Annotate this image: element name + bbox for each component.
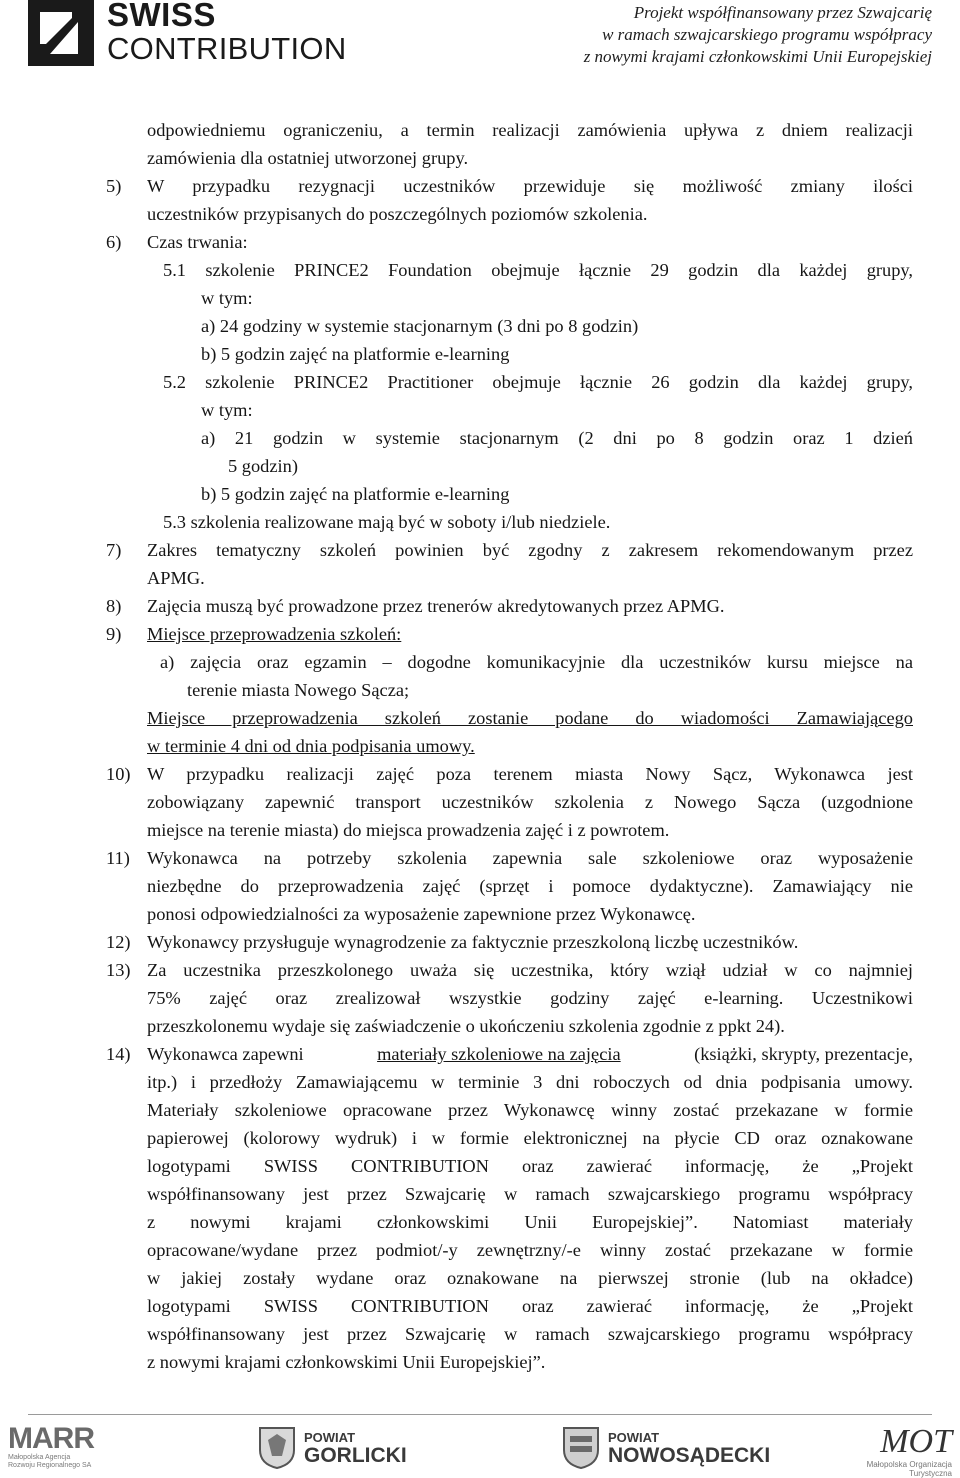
powiat-label: POWIAT	[304, 1429, 356, 1445]
text-line: Wykonawca na potrzeby szkolenia zapewnia sale szkoleniowe oraz wyposażenie	[147, 848, 913, 868]
text-line: 5 godzin)	[228, 456, 298, 476]
text-line: ponosi odpowiedzialności za wyposażenie zapewnione przez Wykonawcę.	[147, 904, 696, 924]
text-line: b) 5 godzin zajęć na platformie e-learning	[201, 344, 510, 364]
text-line: Czas trwania:	[147, 232, 248, 252]
list-number: 14)	[106, 1044, 131, 1064]
text-line: w jakiej zostały wydane oraz oznakowane na pierwszej stronie (lub na okładce)	[147, 1268, 913, 1288]
marr-logo-caption: Rozwoju Regionalnego SA	[8, 1462, 92, 1469]
text-line	[147, 1042, 913, 1066]
text-line: logotypami SWISS CONTRIBUTION oraz zawierać informację, że „Projekt	[147, 1156, 913, 1176]
marr-logo-caption: Małopolska Agencja	[8, 1454, 71, 1461]
text-line: z nowymi krajami członkowskimi Unii Europejskiej”.	[147, 1352, 546, 1372]
text-fragment: Wykonawca zapewni	[147, 1044, 304, 1064]
text-line: 75% zajęć oraz zrealizował wszystkie godziny zajęć e-learning. Uczestnikowi	[147, 988, 913, 1008]
text-line: Zajęcia muszą być prowadzone przez trenerów akredytowanych przez APMG.	[147, 596, 725, 616]
text-fragment-underlined: materiały szkoleniowe na zajęcia	[377, 1044, 621, 1064]
text-line: 5.2 szkolenie PRINCE2 Practitioner obejmuje łącznie 26 godzin dla każdej grupy,	[163, 372, 913, 392]
text-line: a) 21 godzin w systemie stacjonarnym (2 dni po 8 godzin oraz 1 dzień	[201, 428, 913, 448]
text-line: Materiały szkoleniowe opracowane przez Wykonawcę winny zostać przekazane w formie	[147, 1100, 913, 1120]
swiss-logo-mark-icon	[28, 0, 94, 66]
mot-logo-text: MOT	[880, 1423, 952, 1460]
list-number: 6)	[106, 232, 122, 252]
funding-statement	[472, 2, 932, 68]
text-line: Za uczestnika przeszkolonego uważa się uczestnika, który wziął udział w co najmniej	[147, 960, 913, 980]
text-line: odpowiedniemu ograniczeniu, a termin realizacji zamówienia upływa z dniem realizacji	[147, 120, 913, 140]
list-number: 12)	[106, 932, 131, 952]
swiss-contribution-logo	[28, 0, 348, 66]
text-line: współfinansowany jest przez Szwajcarię w ramach szwajcarskiego programu współpracy	[147, 1324, 913, 1344]
text-line: logotypami SWISS CONTRIBUTION oraz zawierać informację, że „Projekt	[147, 1296, 913, 1316]
text-line: Zakres tematyczny szkoleń powinien być zgodny z zakresem rekomendowanym przez	[147, 540, 913, 560]
text-line: Miejsce przeprowadzenia szkoleń:	[147, 624, 402, 644]
text-line: APMG.	[147, 568, 205, 588]
logo-line-swiss: SWISS	[107, 0, 216, 33]
text-line: w tym:	[201, 288, 253, 308]
text-line: zamówienia dla ostatniej utworzonej grupy.	[147, 148, 469, 168]
funding-line: w ramach szwajcarskiego programu współpracy	[602, 25, 932, 44]
text-line: W przypadku realizacji zajęć poza terenem miasta Nowy Sącz, Wykonawca jest	[147, 764, 913, 784]
list-number: 7)	[106, 540, 122, 560]
text-line: niezbędne do przeprowadzenia zajęć (sprzęt i pomoce dydaktyczne). Zamawiający nie	[147, 876, 913, 896]
text-line: uczestników przypisanych do poszczególnych poziomów szkolenia.	[147, 204, 648, 224]
powiat-name: GORLICKI	[304, 1443, 407, 1467]
text-line: miejsce na terenie miasta) do miejsca prowadzenia zajęć i z powrotem.	[147, 820, 670, 840]
funding-line: Projekt współfinansowany przez Szwajcarię	[633, 3, 932, 22]
powiat-label: POWIAT	[608, 1429, 660, 1445]
list-number: 10)	[106, 764, 131, 784]
list-number: 11)	[106, 848, 130, 868]
text-line: Miejsce przeprowadzenia szkoleń zostanie podane do wiadomości Zamawiającego	[147, 708, 913, 728]
text-line: a) 24 godziny w systemie stacjonarnym (3 dni po 8 godzin)	[201, 316, 639, 336]
footer-divider	[28, 1414, 932, 1415]
text-line: itp.) i przedłoży Zamawiającemu w terminie 3 dni roboczych od dnia podpisania umowy.	[147, 1072, 913, 1092]
text-line: 5.3 szkolenia realizowane mają być w soboty i/lub niedziele.	[163, 512, 611, 532]
list-number: 13)	[106, 960, 131, 980]
powiat-gorlicki-logo	[258, 1424, 438, 1472]
funding-line: z nowymi krajami członkowskimi Unii Europejskiej	[583, 47, 932, 66]
text-line: opracowane/wydane przez podmiot/-y zewnętrzny/-e winny zostać przekazane w formie	[147, 1240, 913, 1260]
text-line: terenie miasta Nowego Sącza;	[187, 680, 410, 700]
powiat-name: NOWOSĄDECKI	[608, 1443, 771, 1467]
text-line: a) zajęcia oraz egzamin – dogodne komunikacyjnie dla uczestników kursu miejsce na	[160, 652, 913, 672]
text-line: 5.1 szkolenie PRINCE2 Foundation obejmuje łącznie 29 godzin dla każdej grupy,	[163, 260, 913, 280]
mot-logo	[842, 1423, 952, 1478]
text-line: współfinansowany jest przez Szwajcarię w ramach szwajcarskiego programu współpracy	[147, 1184, 913, 1204]
text-line: z nowymi krajami członkowskimi Unii Europejskiej”. Natomiast materiały	[147, 1212, 913, 1232]
text-fragment: (książki, skrypty, prezentacje,	[694, 1044, 913, 1064]
text-line: przeszkolonemu wydaje się zaświadczenie o ukończeniu szkolenia zgodnie z ppkt 24).	[147, 1016, 785, 1036]
text-line: W przypadku rezygnacji uczestników przewiduje się możliwość zmiany ilości	[147, 176, 913, 196]
gorlice-coat-of-arms-icon	[258, 1426, 296, 1470]
mot-logo-caption: Małopolska Organizacja Turystyczna	[866, 1460, 952, 1478]
text-line: w tym:	[201, 400, 253, 420]
list-number: 5)	[106, 176, 122, 196]
list-number: 8)	[106, 596, 122, 616]
powiat-nowosadecki-logo	[562, 1424, 772, 1472]
list-number: 9)	[106, 624, 122, 644]
nowosadecki-coat-of-arms-icon	[562, 1426, 600, 1470]
marr-logo-text: MARR	[8, 1422, 94, 1455]
marr-logo	[8, 1424, 158, 1472]
text-line: Wykonawcy przysługuje wynagrodzenie za faktycznie przeszkoloną liczbę uczestników.	[147, 932, 799, 952]
text-line: papierowej (kolorowy wydruk) i w formie elektronicznej na płycie CD oraz oznakowane	[147, 1128, 913, 1148]
text-line: w terminie 4 dni od dnia podpisania umowy.	[147, 736, 475, 756]
text-line: b) 5 godzin zajęć na platformie e-learning	[201, 484, 510, 504]
text-line: zobowiązany zapewnić transport uczestników szkolenia z Nowego Sącza (uzgodnione	[147, 792, 913, 812]
logo-line-contribution: CONTRIBUTION	[107, 31, 347, 66]
